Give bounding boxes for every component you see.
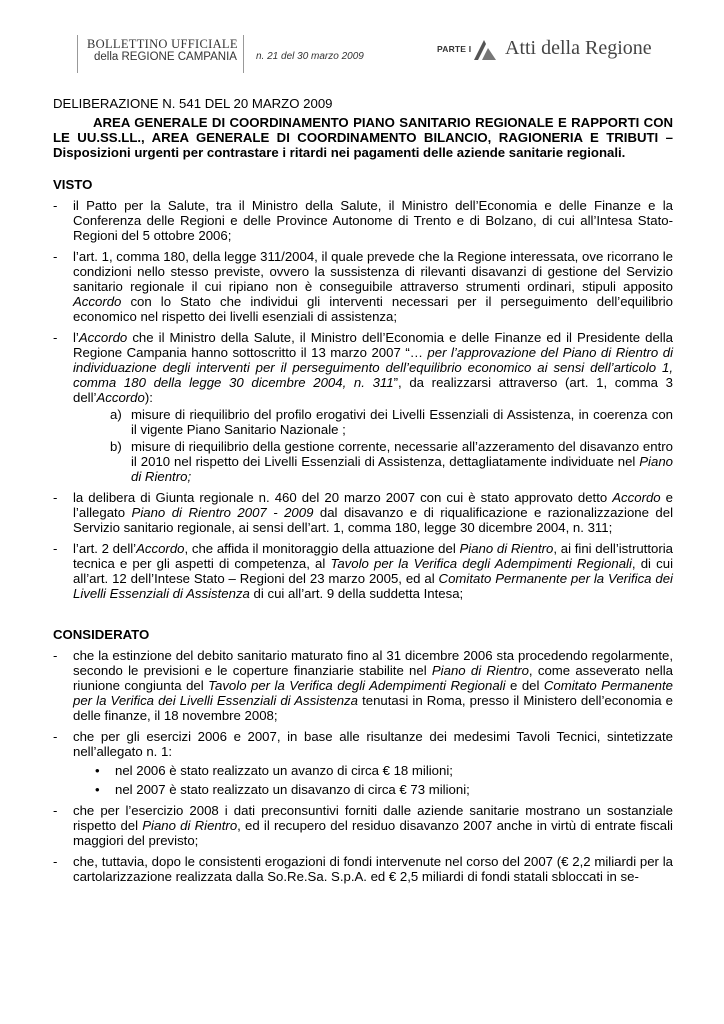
page-header	[0, 0, 724, 80]
item-text: , come asseverato nella riunione congiunta del	[73, 663, 673, 693]
list-item	[53, 198, 673, 243]
item-text-italic: Accordo	[78, 330, 128, 345]
item-text-italic: Comitato Permanente per la Verifica dei Livelli Essenziali di Assistenza	[73, 571, 673, 601]
bullet-marker: •	[95, 763, 100, 778]
dash-marker: -	[53, 729, 58, 744]
list-item	[53, 854, 673, 884]
sub-item-b	[73, 439, 673, 484]
item-text-italic: Accordo	[612, 490, 661, 505]
item-text: tenutasi in Roma, presso il Ministero dell’economia e delle finanze, il 18 novembre 2008;	[73, 693, 673, 723]
dash-marker: -	[53, 803, 58, 818]
item-text: che il Ministro della Salute, il Ministro dell’Economia e delle Finanze ed il Presidente della Regione Campania hanno sottoscritto il 13 marzo 2007 “…	[73, 330, 673, 360]
item-text-italic: Tavolo per la Verifica degli Adempimenti Regionali	[330, 556, 632, 571]
bullet-text: nel 2006 è stato realizzato un avanzo di circa € 18 milioni;	[115, 763, 453, 778]
bullet-item	[73, 782, 673, 797]
item-text: , di cui all’art. 12 dell’Intese Stato – Regioni del 23 marzo 2005, ed al	[73, 556, 673, 586]
publication-subtitle: della REGIONE CAMPANIA	[94, 51, 237, 63]
item-text: la delibera di Giunta regionale n. 460 del 20 marzo 2007 con cui è stato approvato detto	[73, 490, 613, 505]
item-text: che per l’esercizio 2008 i dati preconsuntivi forniti dalle aziende sanitarie mostrano un sostanziale rispetto del	[73, 803, 673, 833]
item-text-italic: Accordo	[96, 390, 145, 405]
list-item	[53, 803, 673, 848]
item-text: con lo Stato che individui gli interventi necessari per il perseguimento dell’equilibrio economico nel rispetto dei livelli esenziali di assistenza;	[73, 294, 673, 324]
item-text: l’	[73, 330, 79, 345]
sub-item-text: misure di riequilibrio della gestione corrente, necessarie all’azzeramento del disavanzo entro il 2010 nel rispetto dei Livelli Essenziali di Assistenza, dettagliatamente individuate nel	[131, 439, 673, 469]
dash-marker: -	[53, 249, 58, 264]
bullet-marker: •	[95, 782, 100, 797]
document-body	[53, 96, 673, 890]
header-divider	[243, 35, 244, 73]
item-text: ):	[144, 390, 153, 405]
sub-item-text-italic: Piano di Rientro;	[131, 454, 673, 484]
item-text: , che affida il monitoraggio della attuazione del	[184, 541, 460, 556]
item-text: , ed il recupero del residuo disavanzo 2007 anche in virtù di entrate fiscali maggiori del previsto;	[73, 818, 673, 848]
item-text: , ai fini dell’istruttoria tecnica e per gli aspetti di competenza, al	[73, 541, 673, 571]
item-text-italic: Accordo	[73, 294, 122, 309]
section-heading-considerato: CONSIDERATO	[53, 627, 150, 642]
item-text: il Patto per la Salute, tra il Ministro della Salute, il Ministro dell’Economia e delle Finanze e la Conferenza delle Regioni e delle Province Autonome di Trento e di Bolzano, di cui all’Intesa Stato-Regioni del 5 ottobre 2006;	[73, 198, 673, 243]
list-item	[53, 729, 673, 797]
bullet-text: nel 2007 è stato realizzato un disavanzo di circa € 73 milioni;	[115, 782, 470, 797]
bullet-item	[73, 763, 673, 778]
sub-marker: a)	[110, 407, 122, 422]
item-text: e l’allegato	[73, 490, 673, 520]
dash-marker: -	[53, 854, 58, 869]
issue-number: n. 21 del 30 marzo 2009	[256, 51, 364, 62]
item-text-italic: Piano di Rientro	[431, 663, 529, 678]
item-text-italic: Piano di Rientro 2007 - 2009	[131, 505, 314, 520]
document-id: DELIBERAZIONE N. 541 DEL 20 MARZO 2009	[53, 96, 333, 111]
item-text: che, tuttavia, dopo le consistenti erogazioni di fondi intervenute nel corso del 2007 (€ 2,2 miliardi per la cartolarizzazione realizzata dalla So.Re.Sa. S.p.A. ed € 2,5 miliardi di fondi statali sbloccati in se-	[73, 854, 673, 884]
region-logo-icon	[470, 36, 498, 64]
item-text: ”, da realizzarsi attraverso (art. 1, comma 3 dell’	[73, 375, 674, 405]
list-item	[53, 249, 673, 324]
dash-marker: -	[53, 330, 58, 345]
item-text-italic: Tavolo per la Verifica degli Adempimenti Regionali	[208, 678, 506, 693]
item-text: che la estinzione del debito sanitario maturato fino al 31 dicembre 2006 sta procedendo regolarmente, secondo le previsioni e le coperture finanziarie stabilite nel	[73, 648, 673, 678]
item-text: l’art. 1, comma 180, della legge 311/2004, il quale prevede che la Regione interessata, ove ricorrano le condizioni nello stesso previste, ovvero la sussistenza di rilevanti disavanzi di gestione del Servizio sanitario regionale il cui ripiano non è conseguibile attraverso strumenti ordinari, stipuli apposito	[73, 249, 673, 294]
dash-marker: -	[53, 648, 58, 663]
dash-marker: -	[53, 198, 58, 213]
item-text-italic: Piano di Rientro	[459, 541, 554, 556]
section-heading-visto: VISTO	[53, 177, 93, 192]
document-subject: AREA GENERALE DI COORDINAMENTO PIANO SANITARIO REGIONALE E RAPPORTI CON LE UU.SS.LL., AREA GENERALE DI COORDINAMENTO BILANCIO, RAGIONERIA E TRIBUTI – Disposizioni urgenti per contrastare i ritardi nei pagamenti delle aziende sanitarie regionali.	[53, 115, 673, 160]
item-text-italic: Comitato Permanente per la Verifica dei Livelli Essenziali di Assistenza	[73, 678, 673, 708]
item-text-italic: per l’approvazione del Piano di Rientro di individuazione degli interventi per il perseguimento dell’equilibrio economico ai sensi dell’articolo 1, comma 180 della legge 30 dicembre 2004, n. 311	[73, 345, 673, 390]
sub-item-a	[73, 407, 673, 437]
list-item	[53, 541, 673, 601]
item-text-italic: Piano di Rientro	[142, 818, 238, 833]
list-item	[53, 648, 673, 723]
item-text-italic: Accordo	[136, 541, 185, 556]
item-text: l’art. 2 dell’	[73, 541, 137, 556]
list-item	[53, 490, 673, 535]
publication-title: BOLLETTINO UFFICIALE	[87, 37, 238, 51]
sub-marker: b)	[110, 439, 122, 454]
item-text: che per gli esercizi 2006 e 2007, in base alle risultanze dei medesimi Tavoli Tecnici, sintetizzate nell’allegato n. 1:	[73, 729, 673, 759]
dash-marker: -	[53, 490, 58, 505]
dash-marker: -	[53, 541, 58, 556]
item-text: dal disavanzo e di riqualificazione e razionalizzazione del Servizio sanitario regionale, ai sensi dell’art. 1, comma 180, legge 30 dicembre 2004, n. 311;	[73, 505, 674, 535]
section-title: Atti della Regione	[505, 37, 652, 59]
item-text: di cui all’art. 9 della suddetta Intesa;	[249, 586, 464, 601]
sub-item-text: misure di riequilibrio del profilo erogativi dei Livelli Essenziali di Assistenza, in coerenza con il vigente Piano Sanitario Nazionale ;	[131, 407, 673, 437]
item-text: e del	[505, 678, 544, 693]
part-label: PARTE I	[437, 44, 472, 54]
list-item	[53, 330, 673, 484]
header-divider	[77, 35, 78, 73]
